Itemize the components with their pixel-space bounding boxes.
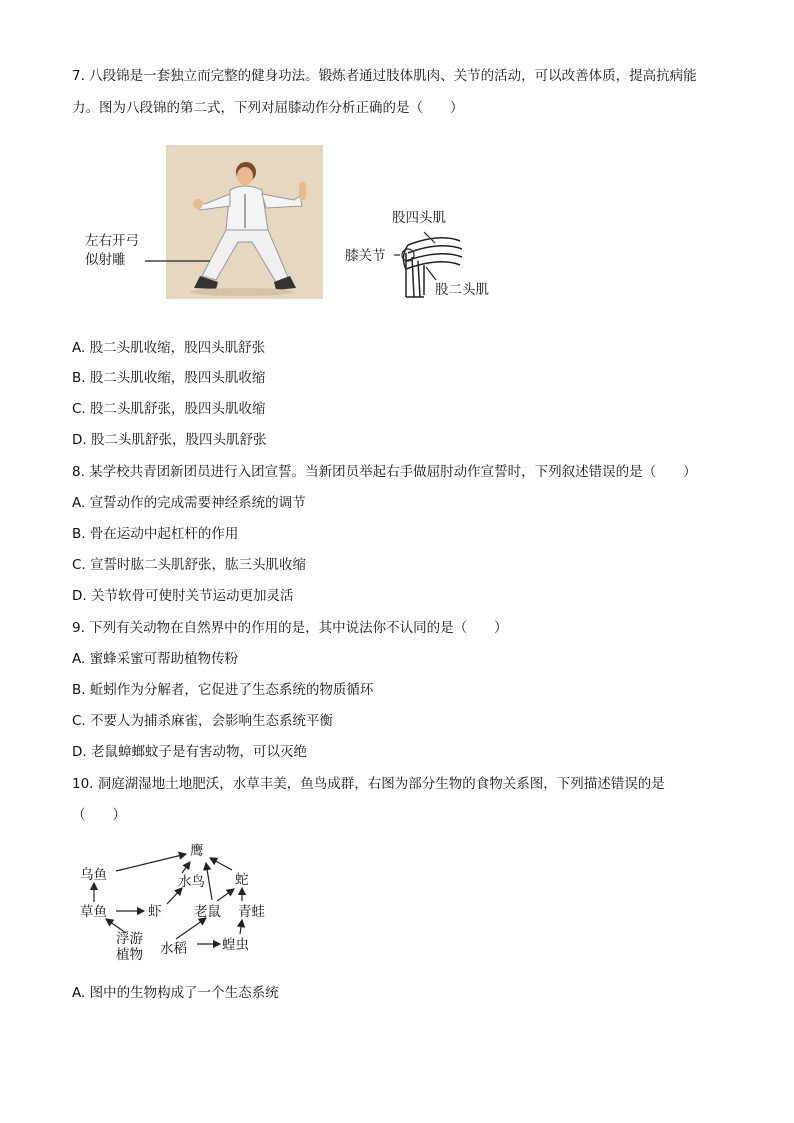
q8-stem: 8. 某学校共青团新团员进行入团宣誓。当新团员举起右手做屈肘动作宣誓时，下列叙述错误的是（ ） bbox=[72, 464, 697, 480]
q7-stem-line-2: 力。图为八段锦的第二式，下列对屈膝动作分析正确的是（ ） bbox=[72, 100, 464, 116]
q7-option-d: D. 股二头肌舒张，股四头肌舒张 bbox=[72, 432, 267, 448]
q7-option-c: C. 股二头肌舒张，股四头肌收缩 bbox=[72, 401, 266, 417]
q9-option-c: C. 不要人为捕杀麻雀，会影响生态系统平衡 bbox=[72, 713, 334, 729]
q8-option-b: B. 骨在运动中起杠杆的作用 bbox=[72, 526, 239, 542]
node-grasscarp: 草鱼 bbox=[80, 904, 107, 920]
node-plankton-line-2: 植物 bbox=[116, 947, 143, 963]
q7-option-b: B. 股二头肌收缩，股四头肌收缩 bbox=[72, 370, 266, 386]
node-blackfish: 乌鱼 bbox=[80, 867, 107, 883]
q7-stem-line-1: 7. 八段锦是一套独立而完整的健身功法。锻炼者通过肢体肌肉、关节的活动，可以改善体质，提高抗病能 bbox=[72, 68, 697, 84]
node-waterbird: 水鸟 bbox=[178, 874, 205, 890]
quadriceps-label: 股四头肌 bbox=[392, 210, 446, 226]
pose-label-line-2: 似射雕 bbox=[85, 252, 126, 268]
node-rice: 水稻 bbox=[160, 941, 187, 957]
node-plankton-line-1: 浮游 bbox=[116, 931, 143, 947]
q8-option-d: D. 关节软骨可使肘关节运动更加灵活 bbox=[72, 588, 294, 604]
node-eagle: 鹰 bbox=[190, 843, 204, 859]
q10-stem-line-2: （ ） bbox=[72, 807, 126, 823]
quad-pointer bbox=[424, 232, 435, 243]
q10-option-a: A. 图中的生物构成了一个生态系统 bbox=[72, 985, 279, 1001]
node-shrimp: 虾 bbox=[148, 904, 162, 920]
node-snake: 蛇 bbox=[235, 872, 249, 888]
q9-option-a: A. 蜜蜂采蜜可帮助植物传粉 bbox=[72, 651, 239, 667]
node-locust: 蝗虫 bbox=[222, 937, 249, 953]
q8-option-a: A. 宣誓动作的完成需要神经系统的调节 bbox=[72, 495, 306, 511]
node-frog: 青蛙 bbox=[238, 904, 265, 920]
node-mouse: 老鼠 bbox=[194, 904, 221, 920]
q10-stem-line-1: 10. 洞庭湖湿地土地肥沃，水草丰美，鱼鸟成群，右图为部分生物的食物关系图，下列描述错误的是 bbox=[72, 776, 665, 792]
biceps-pointer bbox=[426, 267, 436, 280]
q8-option-c: C. 宣誓时肱二头肌舒张，肱三头肌收缩 bbox=[72, 557, 307, 573]
q7-pose-figure bbox=[70, 142, 340, 307]
q9-option-d: D. 老鼠蟑螂蚊子是有害动物，可以灭绝 bbox=[72, 744, 307, 760]
food-web-diagram bbox=[72, 836, 292, 966]
knee-joint-label: 膝关节 bbox=[345, 248, 386, 264]
knee-muscle-diagram bbox=[340, 205, 510, 305]
q9-option-b: B. 蚯蚓作为分解者，它促进了生态系统的物质循环 bbox=[72, 682, 374, 698]
q7-option-a: A. 股二头肌收缩，股四头肌舒张 bbox=[72, 340, 266, 356]
q9-stem: 9. 下列有关动物在自然界中的作用的是，其中说法你不认同的是（ ） bbox=[72, 620, 508, 636]
biceps-femoris-label: 股二头肌 bbox=[435, 282, 489, 298]
pose-label-line-1: 左右开弓 bbox=[85, 233, 139, 249]
